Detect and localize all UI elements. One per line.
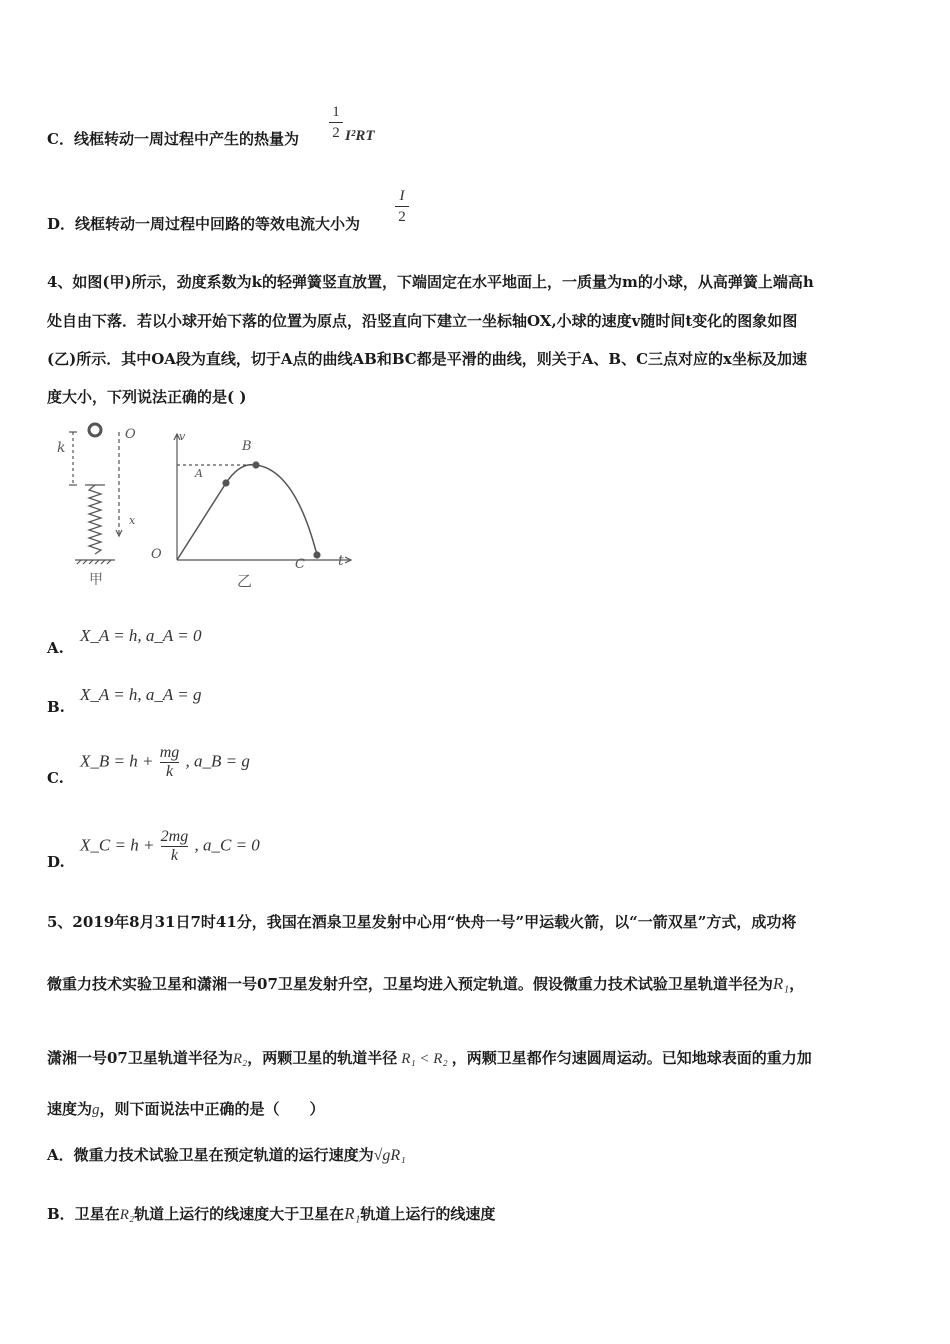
q3-option-c-tail: I²RT: [345, 128, 375, 144]
symbol-r1-b: R₁: [344, 1204, 361, 1223]
q4-figure: [55, 420, 365, 594]
q4-figure-svg: [55, 420, 365, 590]
q4-option-a-formula: X_A = h, a_A = 0: [80, 626, 202, 645]
q4-stem-line2: 处自由下落．若以小球开始下落的位置为原点，沿竖直向下建立一坐标轴OX,小球的速度v随时间t变化的图象如图: [47, 312, 798, 330]
q5-option-b: B．卫星在R₂轨道上运行的线速度大于卫星在R₁轨道上运行的线速度: [47, 1204, 496, 1223]
label-v: v: [179, 430, 186, 443]
q3-option-d: [47, 213, 360, 234]
label-B: B: [242, 439, 252, 454]
symbol-r2-b: R₂: [119, 1207, 135, 1223]
q4-option-c-fraction: $\frac{mg}{k}$: [159, 744, 180, 780]
symbol-r1: R₁: [772, 974, 790, 993]
q4-option-c-formula: X_B = h + $\frac{mg}{k}$ , a_B = g: [80, 744, 250, 780]
symbol-g: g: [92, 1102, 100, 1118]
q4-option-d-formula: X_C = h + $\frac{2mg}{k}$ , a_C = 0: [80, 828, 260, 864]
q5-option-a: A．微重力技术试验卫星在预定轨道的运行速度为√gR₁: [47, 1146, 406, 1164]
q5-stem-line3: 潇湘一号07卫星轨道半径为R₂，两颗卫星的轨道半径 R₁ < R₂ ，两颗卫星都作匀速圆周运动。已知地球表面的重力加: [47, 1049, 812, 1067]
q4-option-b-label: B.: [47, 698, 65, 716]
label-x: x: [129, 514, 136, 527]
q5-stem-line1: 5、2019年8月31日7时41分，我国在酒泉卫星发射中心用“快舟一号”甲运载火箭，以“一箭双星”方式，成功将: [47, 913, 797, 931]
vt-graph: [174, 434, 351, 563]
q4-option-d-label: D.: [47, 853, 65, 871]
q3-option-d-text: D．线框转动一周过程中回路的等效电流大小为: [47, 215, 361, 233]
symbol-sqrt-gr1: √gR₁: [373, 1147, 406, 1164]
symbol-r2: R₂: [232, 1051, 248, 1067]
q3-option-c: [47, 128, 299, 149]
label-yi: 乙: [237, 572, 253, 590]
spring-icon: [89, 485, 101, 554]
symbol-r1-lt-r2: R₁ < R₂: [401, 1051, 448, 1067]
q4-stem-line1: 4、如图(甲)所示，劲度系数为k的轻弹簧竖直放置，下端固定在水平地面上，一质量为m的小球，从高弹簧上端高h: [47, 273, 814, 291]
label-O: O: [151, 547, 162, 562]
q4-stem-line3: (乙)所示．其中OA段为直线，切于A点的曲线AB和BC都是平滑的曲线，则关于A、B、C三点对应的x坐标及加速: [47, 350, 807, 368]
point-A: [223, 480, 229, 486]
label-A: A: [195, 467, 203, 480]
label-C: C: [295, 557, 305, 572]
q4-option-c-label: C.: [47, 769, 64, 787]
q4-stem-line4: 度大小，下列说法正确的是( ): [47, 388, 247, 406]
q4-option-b-formula: X_A = h, a_A = g: [80, 685, 202, 704]
spring-diagram: [69, 424, 122, 564]
q4-option-a-label: A.: [47, 639, 64, 657]
ball-icon: [89, 424, 101, 436]
label-jia: 甲: [89, 572, 103, 588]
label-t: t: [338, 553, 344, 569]
point-B: [253, 462, 259, 468]
q5-stem-line2: 微重力技术实验卫星和潇湘一号07卫星发射升空，卫星均进入预定轨道。假设微重力技术试验卫星轨道半径为R₁，: [47, 974, 805, 993]
q3-option-d-fraction: I 2: [395, 188, 409, 225]
curve-ABC: [226, 465, 317, 555]
point-C: [314, 552, 320, 558]
label-k: k: [57, 440, 66, 456]
q3-option-c-text: C．线框转动一周过程中产生的热量为: [47, 130, 299, 148]
q4-option-d-fraction: $\frac{2mg}{k}$: [160, 828, 189, 864]
q3-option-c-fraction: 1 2: [329, 104, 343, 141]
label-o-top: O: [125, 427, 136, 442]
q5-stem-line4: 速度为g，则下面说法中正确的是（ ）: [47, 1100, 325, 1118]
segment-OA: [177, 483, 226, 560]
